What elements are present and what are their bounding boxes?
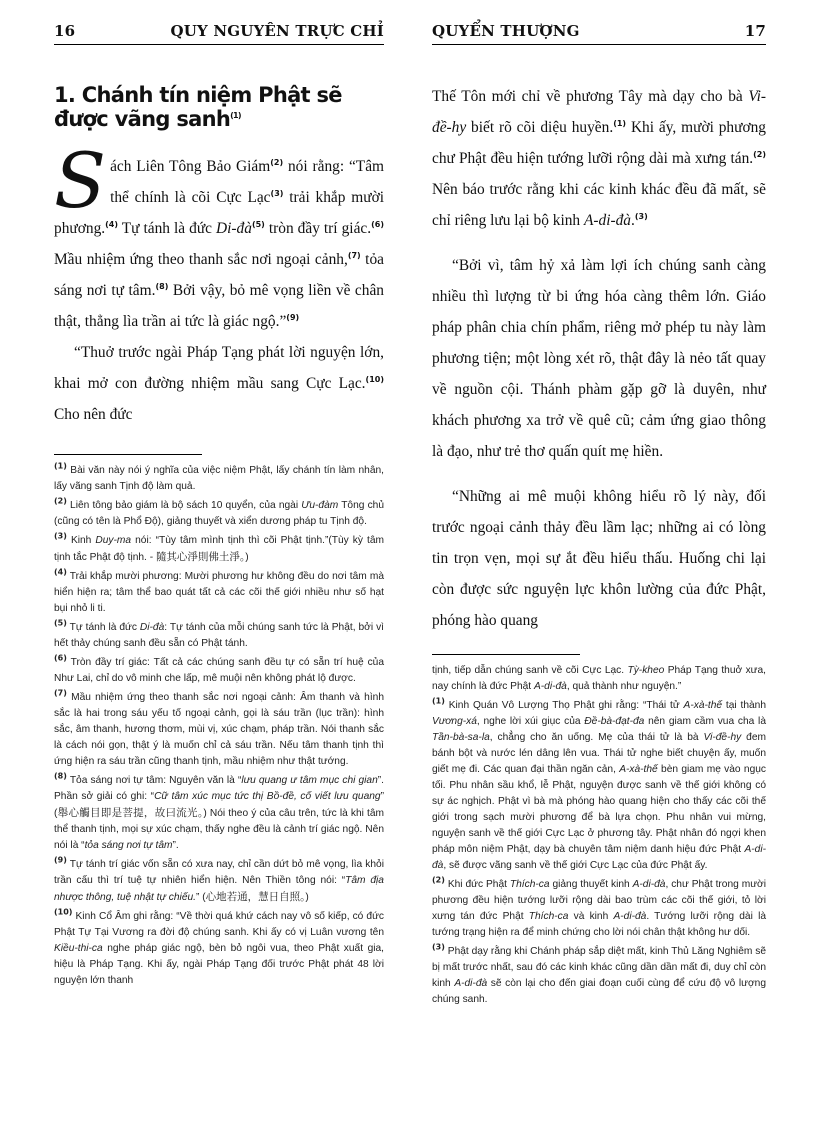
- text-run: tịnh, tiếp dẫn chúng sanh về cõi Cực Lạc.: [432, 665, 628, 676]
- text-run: ”. Phần sở giải có ghi: “: [54, 775, 384, 802]
- section-heading: [54, 83, 384, 131]
- text-run: đem bánh bột và nước lén dâng lên vua. Thái tử nghe biết chuyện ấy, muốn giết mẹ đi. Các quan đại thần ngăn cản,: [432, 732, 766, 775]
- footnote-ref: (10): [365, 374, 384, 384]
- footnote: [54, 655, 384, 687]
- section-heading-text: 1. Chánh tín niệm Phật sẽ được vãng sanh: [54, 83, 342, 131]
- text-run: Kinh: [70, 535, 96, 546]
- text-run: “Thuở trước ngài Pháp Tạng phát lời nguyện lớn, khai mở con đường nhiệm mầu sang Cực Lạc.: [54, 344, 384, 392]
- italic-term: Vi-đề-hy: [432, 88, 766, 136]
- italic-term: Vi-đề-hy: [703, 732, 742, 743]
- italic-term: Tỳ-kheo: [627, 665, 665, 676]
- italic-term: Thích-ca: [509, 879, 550, 890]
- text-run: Trải khắp mười phương: Mười phương hư không đều do nơi tâm mà hiển hiện ra; tâm thể bao quát tất cả các cõi thế giới nhiều như số hạt bụi nhỏ li ti.: [54, 571, 384, 614]
- text-run: tại thành: [722, 700, 766, 711]
- text-run: Kinh Quán Vô Lượng Thọ Phật ghi rằng: “Thái tử: [448, 700, 684, 711]
- text-run: Tự tánh là đức: [69, 622, 140, 633]
- text-run: sẽ còn lại cho đến giai đoạn cuối cùng để cứu độ vô lượng chúng sanh.: [432, 978, 766, 1005]
- footnote-divider: [432, 654, 580, 655]
- italic-term: Tần-bà-sa-la: [432, 732, 490, 743]
- footnote-ref: (4): [105, 219, 118, 229]
- footnote-number: (1): [54, 461, 67, 471]
- text-run: nói rằng: “Tâm thể chính là cõi Cực Lạc: [110, 158, 384, 206]
- italic-term: Thích-ca: [528, 911, 569, 922]
- chinese-text: 隨其心淨則佛土淨。: [155, 551, 246, 563]
- italic-term: Ưu-đàm: [301, 500, 339, 511]
- text-run: Tự tánh trí giác vốn sẵn có xưa nay, chỉ cần dứt bỏ mê vọng, lìa khỏi trần cấu thì trí tuệ tự nhiên hiển hiện. Nên Thiền tông nói: “: [54, 859, 384, 886]
- text-run: tỏa sáng nơi tự tâm.: [54, 251, 384, 299]
- italic-term: A-di-đà: [583, 212, 631, 229]
- footnote-divider: [54, 454, 202, 455]
- italic-term: lưu quang ư tâm mục chi gian: [241, 775, 378, 786]
- page-number: 16: [54, 22, 76, 40]
- left-footnotes: [54, 463, 384, 989]
- right-body-text: [432, 81, 766, 636]
- paragraph-continued: [432, 81, 766, 236]
- footnote-ref: (3): [270, 188, 284, 198]
- footnote: [54, 909, 384, 989]
- footnote: [54, 463, 384, 495]
- text-run: Tròn đầy trí giác: Tất cả các chúng sanh đều tự có sẵn trí huệ của Như Lai, chỉ do vô minh che lấp, mê muội nên không phát lộ được.: [54, 657, 384, 684]
- text-run: ): [305, 892, 309, 903]
- text-run: .: [630, 212, 635, 229]
- paragraph-3: [432, 481, 766, 636]
- italic-term: Di-đà: [216, 220, 252, 237]
- italic-term: Đề-bà-đạt-đa: [584, 716, 645, 727]
- left-page-header: [54, 22, 384, 45]
- italic-term: Tâm địa nhược thông, tuệ nhật tự chiếu.: [54, 875, 384, 903]
- footnote-ref: (2): [270, 157, 284, 167]
- text-run: Khi ấy, mười phương chư Phật đều hiện tướng lưỡi rộng dài mà xưng tán.: [432, 119, 766, 167]
- page-number: 17: [744, 22, 766, 40]
- text-run: nói: “Tùy tâm mình tịnh thì cõi Phật tịnh.”(Tùy kỳ tâm tịnh tắc Phật độ tịnh. -: [54, 535, 384, 563]
- footnote-number: (2): [432, 875, 445, 885]
- paragraph-1: [54, 136, 384, 337]
- footnote: [432, 944, 766, 1008]
- text-run: ách Liên Tông Bảo Giám: [110, 158, 271, 175]
- footnote-number: (9): [54, 855, 67, 865]
- left-body-text: [54, 136, 384, 430]
- footnote-ref: (3): [634, 211, 648, 221]
- footnote: [54, 857, 384, 906]
- italic-term: A-di-đà: [432, 844, 766, 871]
- text-run: Phật dạy rằng khi Chánh pháp sắp diệt mất, kinh Thủ Lăng Nghiêm sẽ bị mất trước nhất, sau đó các kinh khác cũng dần dần mất đi, duy chỉ còn kinh: [432, 946, 766, 989]
- footnote-number: (1): [432, 696, 445, 706]
- italic-term: A-di-đà: [533, 681, 567, 692]
- footnote: [54, 498, 384, 530]
- footnote-ref: (9): [286, 312, 300, 322]
- footnote: [54, 533, 384, 566]
- text-run: biết rõ cõi diệu huyền.: [466, 119, 614, 136]
- text-run: , chư Phật trong mười phương đều hiện tướng lưỡi rộng dài bao trùm các cõi thế giới, tỏ lời xưng tán đức Phật: [432, 879, 766, 922]
- chinese-text: 心地若通，慧日自照。: [205, 891, 306, 903]
- text-run: Tông chủ (cũng có tên là Phổ Độ), giảng thuyết và xiển dương pháp tu Tịnh độ.: [54, 500, 384, 527]
- text-run: Bởi vậy, bỏ mê vọng liền về chân thật, thẳng lìa trần ai tức là giác ngộ.”: [54, 282, 384, 330]
- text-run: Thế Tôn mới chỉ về phương Tây mà dạy cho bà: [432, 88, 749, 105]
- footnote: [54, 773, 384, 854]
- text-run: Tỏa sáng nơi tự tâm: Nguyên văn là “: [69, 775, 242, 786]
- footnote: [54, 690, 384, 770]
- text-run: , sẽ được vãng sanh về thế giới Cực Lạc của đức Phật ấy.: [443, 860, 708, 871]
- italic-term: Cữ tâm xúc mục tức thị Bồ-đề, cố viết lưu quang: [154, 791, 381, 802]
- text-run: Tự tánh là đức: [118, 220, 217, 237]
- italic-term: Vương-xá: [432, 716, 477, 727]
- paragraph-2: [54, 337, 384, 430]
- text-run: Kinh Cổ Âm ghi rằng: “Về thời quá khứ cách nay vô số kiếp, có đức Phật Tự Tại Vương ra đời độ chúng sanh. Khi ấy có vị Luân vương tên: [54, 911, 384, 938]
- text-run: Liên tông bảo giám là bộ sách 10 quyển, của ngài: [70, 500, 302, 511]
- footnote-number: (4): [54, 567, 67, 577]
- text-run: Mầu nhiệm ứng theo thanh sắc nơi ngoại cảnh: Âm thanh và hình sắc là hai trong sáu yếu tố ngoại cảnh, gọi là sáu trần (lục trần): hình sắc, âm thanh, hương thơm, mùi vị, xúc chạm, pháp trần. Nói thanh sắc là cách nói gọn, thật ý là muốn chỉ cả sáu trần. Nếu tâm thanh tịnh thì ứng hiện ra sáu trần cũng thanh tịnh, mầu nhiệm như thật tướng.: [54, 692, 384, 767]
- right-footnotes: [432, 698, 766, 1008]
- footnote-number: (3): [432, 942, 445, 952]
- italic-term: A-xà-thế: [683, 700, 723, 711]
- right-page: [408, 0, 816, 1123]
- running-title: QUYỂN THƯỢNG: [432, 22, 580, 40]
- footnote-continued: [432, 663, 766, 695]
- text-run: bèn giam mẹ vào ngục tối. Phu nhân sầu khổ, lễ Phật, nguyện được sanh về thế giới không có sự ác nghịch. Phật vì bà mà phóng hào quang hiện cho thấy các cõi thế giới trong sạch mười phương để bà lựa chọn. Phu nhân vui mừng, nguyện sanh về thế giới Cực Lạc ở phương tây. Phật nhân đó ngợi khen pháp môn niệm Phật, dạy bà chuyên tâm niệm danh hiệu đức Phật: [432, 764, 766, 855]
- italic-term: tỏa sáng nơi tự tâm: [84, 840, 173, 851]
- text-run: . Tướng lưỡi rộng dài là tướng trạng hiện ra để minh chứng cho lời nói chân thật không hư dối.: [432, 911, 766, 938]
- footnote-ref: (6): [371, 219, 384, 229]
- text-run: tròn đầy trí giác.: [264, 220, 372, 237]
- heading-footnote-ref: (1): [230, 111, 241, 120]
- footnote-number: (8): [54, 771, 67, 781]
- text-run: “Bởi vì, tâm hỷ xả làm lợi ích chúng sanh càng nhiều thì lượng từ bi ứng hóa càng thêm lớn. Giáo pháp phân chia chín phẩm, riêng mở phép tu này làm phương tiện; một lòng xét rõ, thật đây là nẻo tất quay về nguồn cội. Thánh phàm gặp gỡ là duyên, như khách phương xa trở về quê cũ; cảm ứng giao thông là đạo, như trẻ thơ quấn quít mẹ hiền.: [432, 257, 766, 460]
- footnote: [432, 698, 766, 874]
- footnote-number: (2): [54, 496, 67, 506]
- footnote-number: (10): [54, 907, 73, 917]
- footnote-ref: (5): [251, 219, 265, 229]
- drop-cap: S: [54, 136, 107, 225]
- text-run: nên giam cầm vua cha là: [644, 716, 766, 727]
- paragraph-2: [432, 250, 766, 467]
- footnote-ref: (8): [155, 281, 169, 291]
- text-run: Nên báo trước rằng khi các kinh khác đều đã mất, sẽ chỉ riêng lưu lại bộ kinh: [432, 181, 766, 229]
- footnote-number: (3): [54, 531, 67, 541]
- text-run: ” (: [54, 791, 385, 819]
- right-page-header: [432, 22, 766, 45]
- footnote-ref: (7): [347, 250, 361, 260]
- footnote: [432, 877, 766, 941]
- text-run: Bài văn này nói ý nghĩa của việc niệm Phật, lấy chánh tín làm nhân, lấy vãng sanh Tịnh độ làm quả.: [54, 465, 384, 492]
- italic-term: A-di-đà: [454, 978, 488, 989]
- text-run: Khi đức Phật: [447, 879, 510, 890]
- italic-term: A-di-đà: [632, 879, 666, 890]
- footnote: [54, 620, 384, 652]
- text-run: giảng thuyết kinh: [549, 879, 633, 890]
- footnote: [54, 569, 384, 617]
- text-run: , quả thành như nguyện.”: [566, 681, 682, 692]
- footnote-number: (6): [54, 653, 67, 663]
- italic-term: Di-đà: [139, 622, 165, 633]
- text-run: ): [245, 552, 249, 563]
- footnote-number: (7): [54, 688, 67, 698]
- text-run: , chẳng cho ăn uống. Mẹ của thái tử là bà: [489, 732, 704, 743]
- text-run: , nghe lời xúi giục của: [476, 716, 585, 727]
- text-run: trải khắp mười phương.: [54, 189, 384, 237]
- text-run: nghe pháp giác ngộ, bèn bỏ ngôi vua, theo Phật xuất gia, hiệu là Pháp Tạng. Khi ấy, ngài Pháp Tạng đối trước Phật phát 48 lời nguyện lớn thanh: [54, 943, 384, 986]
- text-run: “Những ai mê muội không hiểu rõ lý này, đối trước ngoại cảnh thảy đều lầm lạc; những ai có lòng tin trọn vẹn, mọi sự ắt đều hiểu thấu. Huống chi lại còn được sức nguyện lực khôn lường của đức Phật, phóng hào quang: [432, 488, 766, 629]
- text-run: Pháp Tạng thuở xưa, nay chính là đức Phật: [432, 665, 766, 692]
- italic-term: A-xà-thế: [619, 764, 658, 775]
- running-title: QUY NGUYÊN TRỰC CHỈ: [170, 22, 384, 40]
- text-run: ” (: [195, 892, 206, 903]
- text-run: ”.: [172, 840, 179, 851]
- text-run: ) Nói theo ý của câu trên, tức là khi tâm thể thanh tịnh, mọi sự xúc chạm, thấy nghe đều là cảnh trí giác ngộ. Nên nói là “: [54, 808, 384, 851]
- text-run: Cho nên đức: [54, 406, 133, 423]
- chinese-text: 舉心觸目即是菩提，故曰流光。: [57, 807, 204, 819]
- footnote-number: (5): [54, 618, 67, 628]
- text-run: và kinh: [568, 911, 614, 922]
- italic-term: Duy-ma: [95, 535, 132, 546]
- italic-term: A-di-đà: [613, 911, 647, 922]
- footnote-ref: (1): [613, 118, 627, 128]
- text-run: : Tự tánh của mỗi chúng sanh tức là Phật, bởi vì hết thảy chúng sanh đều sẵn có Phật tánh.: [54, 622, 384, 649]
- text-run: Mầu nhiệm ứng theo thanh sắc nơi ngoại cảnh,: [54, 251, 348, 268]
- italic-term: Kiều-thi-ca: [54, 943, 103, 954]
- footnote-ref: (2): [753, 149, 766, 159]
